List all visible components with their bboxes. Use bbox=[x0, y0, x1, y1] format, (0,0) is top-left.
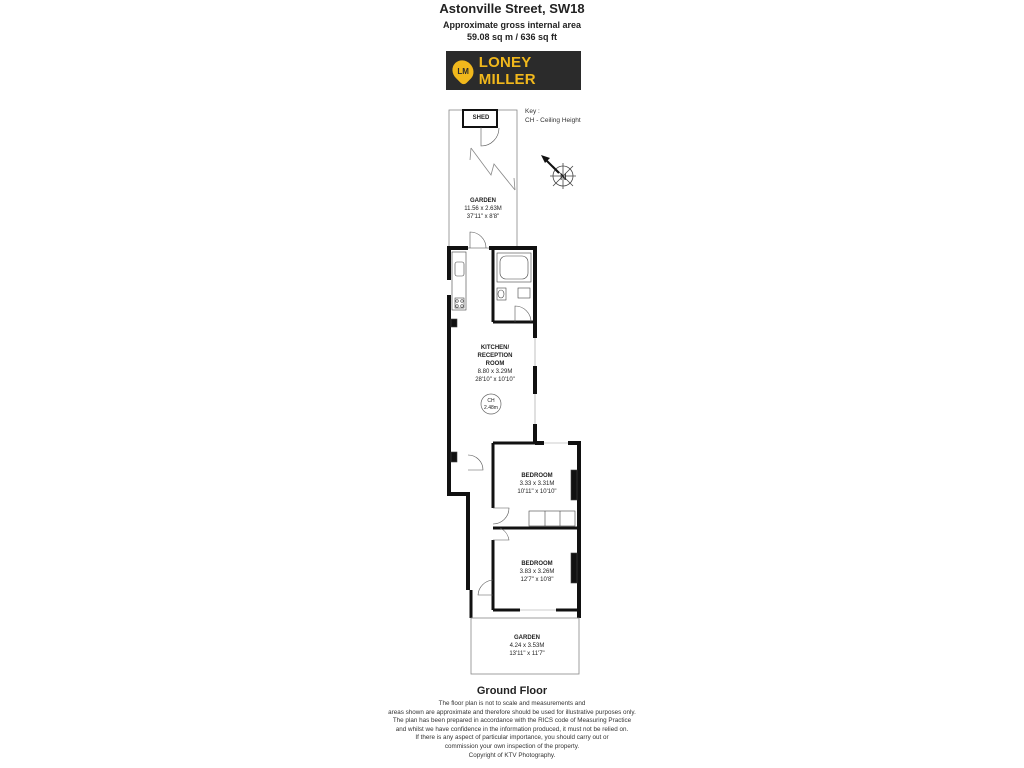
garden-top-metric: 11.56 x 2.63M bbox=[464, 206, 502, 212]
door-swings bbox=[468, 232, 531, 595]
room-label-garden-bottom: GARDEN 4.24 x 3.53M 13'11" x 11'7" bbox=[487, 634, 567, 658]
garden-top-outline bbox=[449, 110, 517, 248]
bathroom-fittings bbox=[497, 253, 531, 300]
disclaimer-line: If there is any aspect of particular importance, you should carry out or bbox=[415, 734, 609, 742]
gross-area: 59.08 sq m / 636 sq ft bbox=[466, 32, 558, 42]
key-title: Key : bbox=[525, 108, 540, 115]
floor-name: Ground Floor bbox=[476, 685, 548, 697]
bedroom2-imperial: 12'7" x 10'8" bbox=[520, 577, 554, 583]
bedroom1-metric: 3.33 x 3.31M bbox=[519, 481, 555, 487]
bedroom2-metric: 3.83 x 3.26M bbox=[519, 569, 555, 575]
kitchen-metric: 8.80 x 3.29M bbox=[477, 369, 513, 375]
ceiling-height-marker bbox=[481, 394, 501, 414]
kitchen-imperial: 28'10" x 10'10" bbox=[475, 377, 515, 383]
key-item: CH - Ceiling Height bbox=[525, 117, 581, 124]
logo-text: LONEY MILLER bbox=[478, 53, 536, 88]
disclaimer-line: Copyright of KTV Photography. bbox=[468, 751, 556, 759]
ceiling-value: 2.48m bbox=[484, 405, 498, 411]
garden-bottom-imperial: 13'11" x 11'7" bbox=[509, 651, 545, 657]
bedroom1-imperial: 10'11" x 10'10" bbox=[517, 489, 557, 495]
page-title: Astonville Street, SW18 bbox=[439, 1, 585, 16]
area-subtitle: Approximate gross internal area bbox=[442, 20, 582, 30]
disclaimer-line: commission your own inspection of the property. bbox=[444, 742, 580, 750]
room-label-shed: SHED bbox=[472, 115, 490, 121]
room-label-garden-top: GARDEN 11.56 x 2.63M 37'11" x 8'8" bbox=[450, 197, 516, 221]
disclaimer-line: The floor plan is not to scale and measurements and bbox=[438, 700, 586, 707]
disclaimer-line: and whilst we have confidence in the information produced, it must not be relied on. bbox=[395, 725, 629, 733]
garden-top-imperial: 37'11" x 8'8" bbox=[466, 214, 500, 220]
north-arrow-icon bbox=[541, 155, 576, 189]
logo-mark: LM bbox=[457, 66, 469, 76]
garden-bottom-metric: 4.24 x 3.53M bbox=[509, 643, 545, 649]
disclaimer bbox=[362, 700, 662, 760]
disclaimer-line: areas shown are approximate and therefore should be used for illustrative purposes only. bbox=[388, 708, 636, 716]
compass-letter: N bbox=[560, 172, 567, 182]
disclaimer-line: The plan has been prepared in accordance with the RICS code of Measuring Practice bbox=[392, 717, 632, 725]
ceiling-label: CH bbox=[487, 398, 495, 404]
room-label-bedroom-1: BEDROOM 3.33 x 3.31M 10'11" x 10'10" bbox=[497, 472, 577, 496]
room-label-kitchen: KITCHEN/ RECEPTION ROOM 8.80 x 3.29M 28'10" x 10'10" bbox=[455, 344, 535, 384]
room-label-bedroom-2: BEDROOM 3.83 x 3.26M 12'7" x 10'8" bbox=[497, 560, 577, 584]
